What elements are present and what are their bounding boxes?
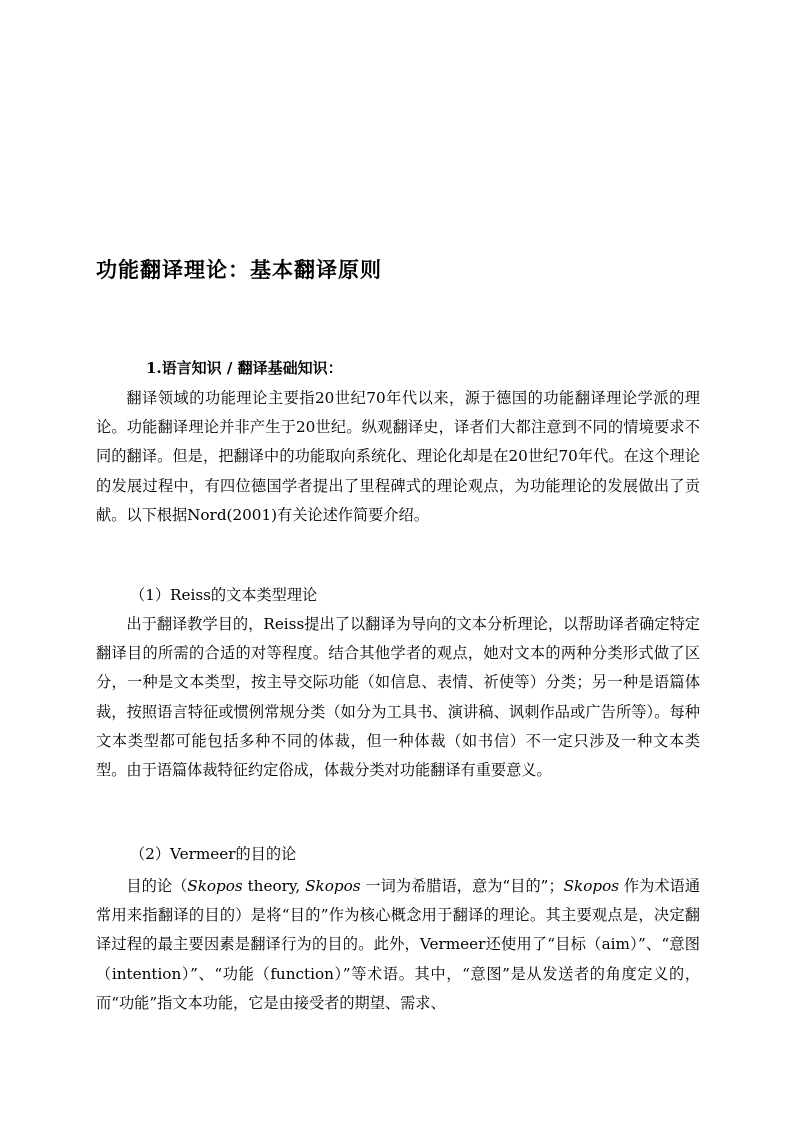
text-span: 目的论（ <box>126 877 188 895</box>
subsection-2-paragraph <box>96 872 700 1018</box>
text-span: theory, <box>242 877 306 895</box>
subsection-2-block <box>96 872 700 1018</box>
subsection-1-paragraph: 出于翻译教学目的，Reiss提出了以翻译为导向的文本分析理论，以帮助译者确定特定翻译目的所需的合适的对等程度。结合其他学者的观点，她对文本的两种分类形式做了区分，一种是文本类型，按主导交际功能（如信息、表情、祈使等）分类；另一种是语篇体裁，按照语言特征或惯例常规分类（如分为工具书、演讲稿、讽刺作品或广告所等）。每种文本类型都可能包括多种不同的体裁，但一种体裁（如书信）不一定只涉及一种文本类型。由于语篇体裁特征约定俗成，体裁分类对功能翻译有重要意义。 <box>96 615 700 780</box>
intro-paragraph-block <box>96 384 700 530</box>
section-heading: 1.语言知识 / 翻译基础知识： <box>146 359 343 377</box>
intro-paragraph: 翻译领域的功能理论主要指20世纪70年代以来，源于德国的功能翻译理论学派的理论。功能翻译理论并非产生于20世纪。纵观翻译史，译者们大都注意到不同的情境要求不同的翻译。但是，把翻译中的功能取向系统化、理论化却是在20世纪70年代。在这个理论的发展过程中，有四位德国学者提出了里程碑式的理论观点，为功能理论的发展做出了贡献。以下根据Nord(2001)有关论述作简要介绍。 <box>96 389 700 524</box>
text-span: 一词为希腊语，意为“目的”； <box>360 877 564 895</box>
subsection-1-block <box>96 610 700 785</box>
skopos-term: Skopos <box>187 877 243 895</box>
subsection-2-heading: （2）Vermeer的目的论 <box>130 845 297 863</box>
skopos-term: Skopos <box>305 877 361 895</box>
text-span: 作为术语通常用来指翻译的目的）是将“目的”作为核心概念用于翻译的理论。其主要观点是，决定翻译过程的最主要因素是翻译行为的目的。此外，Vermeer还使用了“目标（aim）”、“意图（intention）”、“功能（function）”等术语。其中，“意图”是从发送者的角度定义的，而“功能”指文本功能，它是由接受者的期望、需求、 <box>96 877 701 1012</box>
skopos-term: Skopos <box>563 877 620 895</box>
document-title: 功能翻译理论：基本翻译原则 <box>96 257 382 282</box>
subsection-1-heading: （1）Reiss的文本类型理论 <box>130 586 318 604</box>
